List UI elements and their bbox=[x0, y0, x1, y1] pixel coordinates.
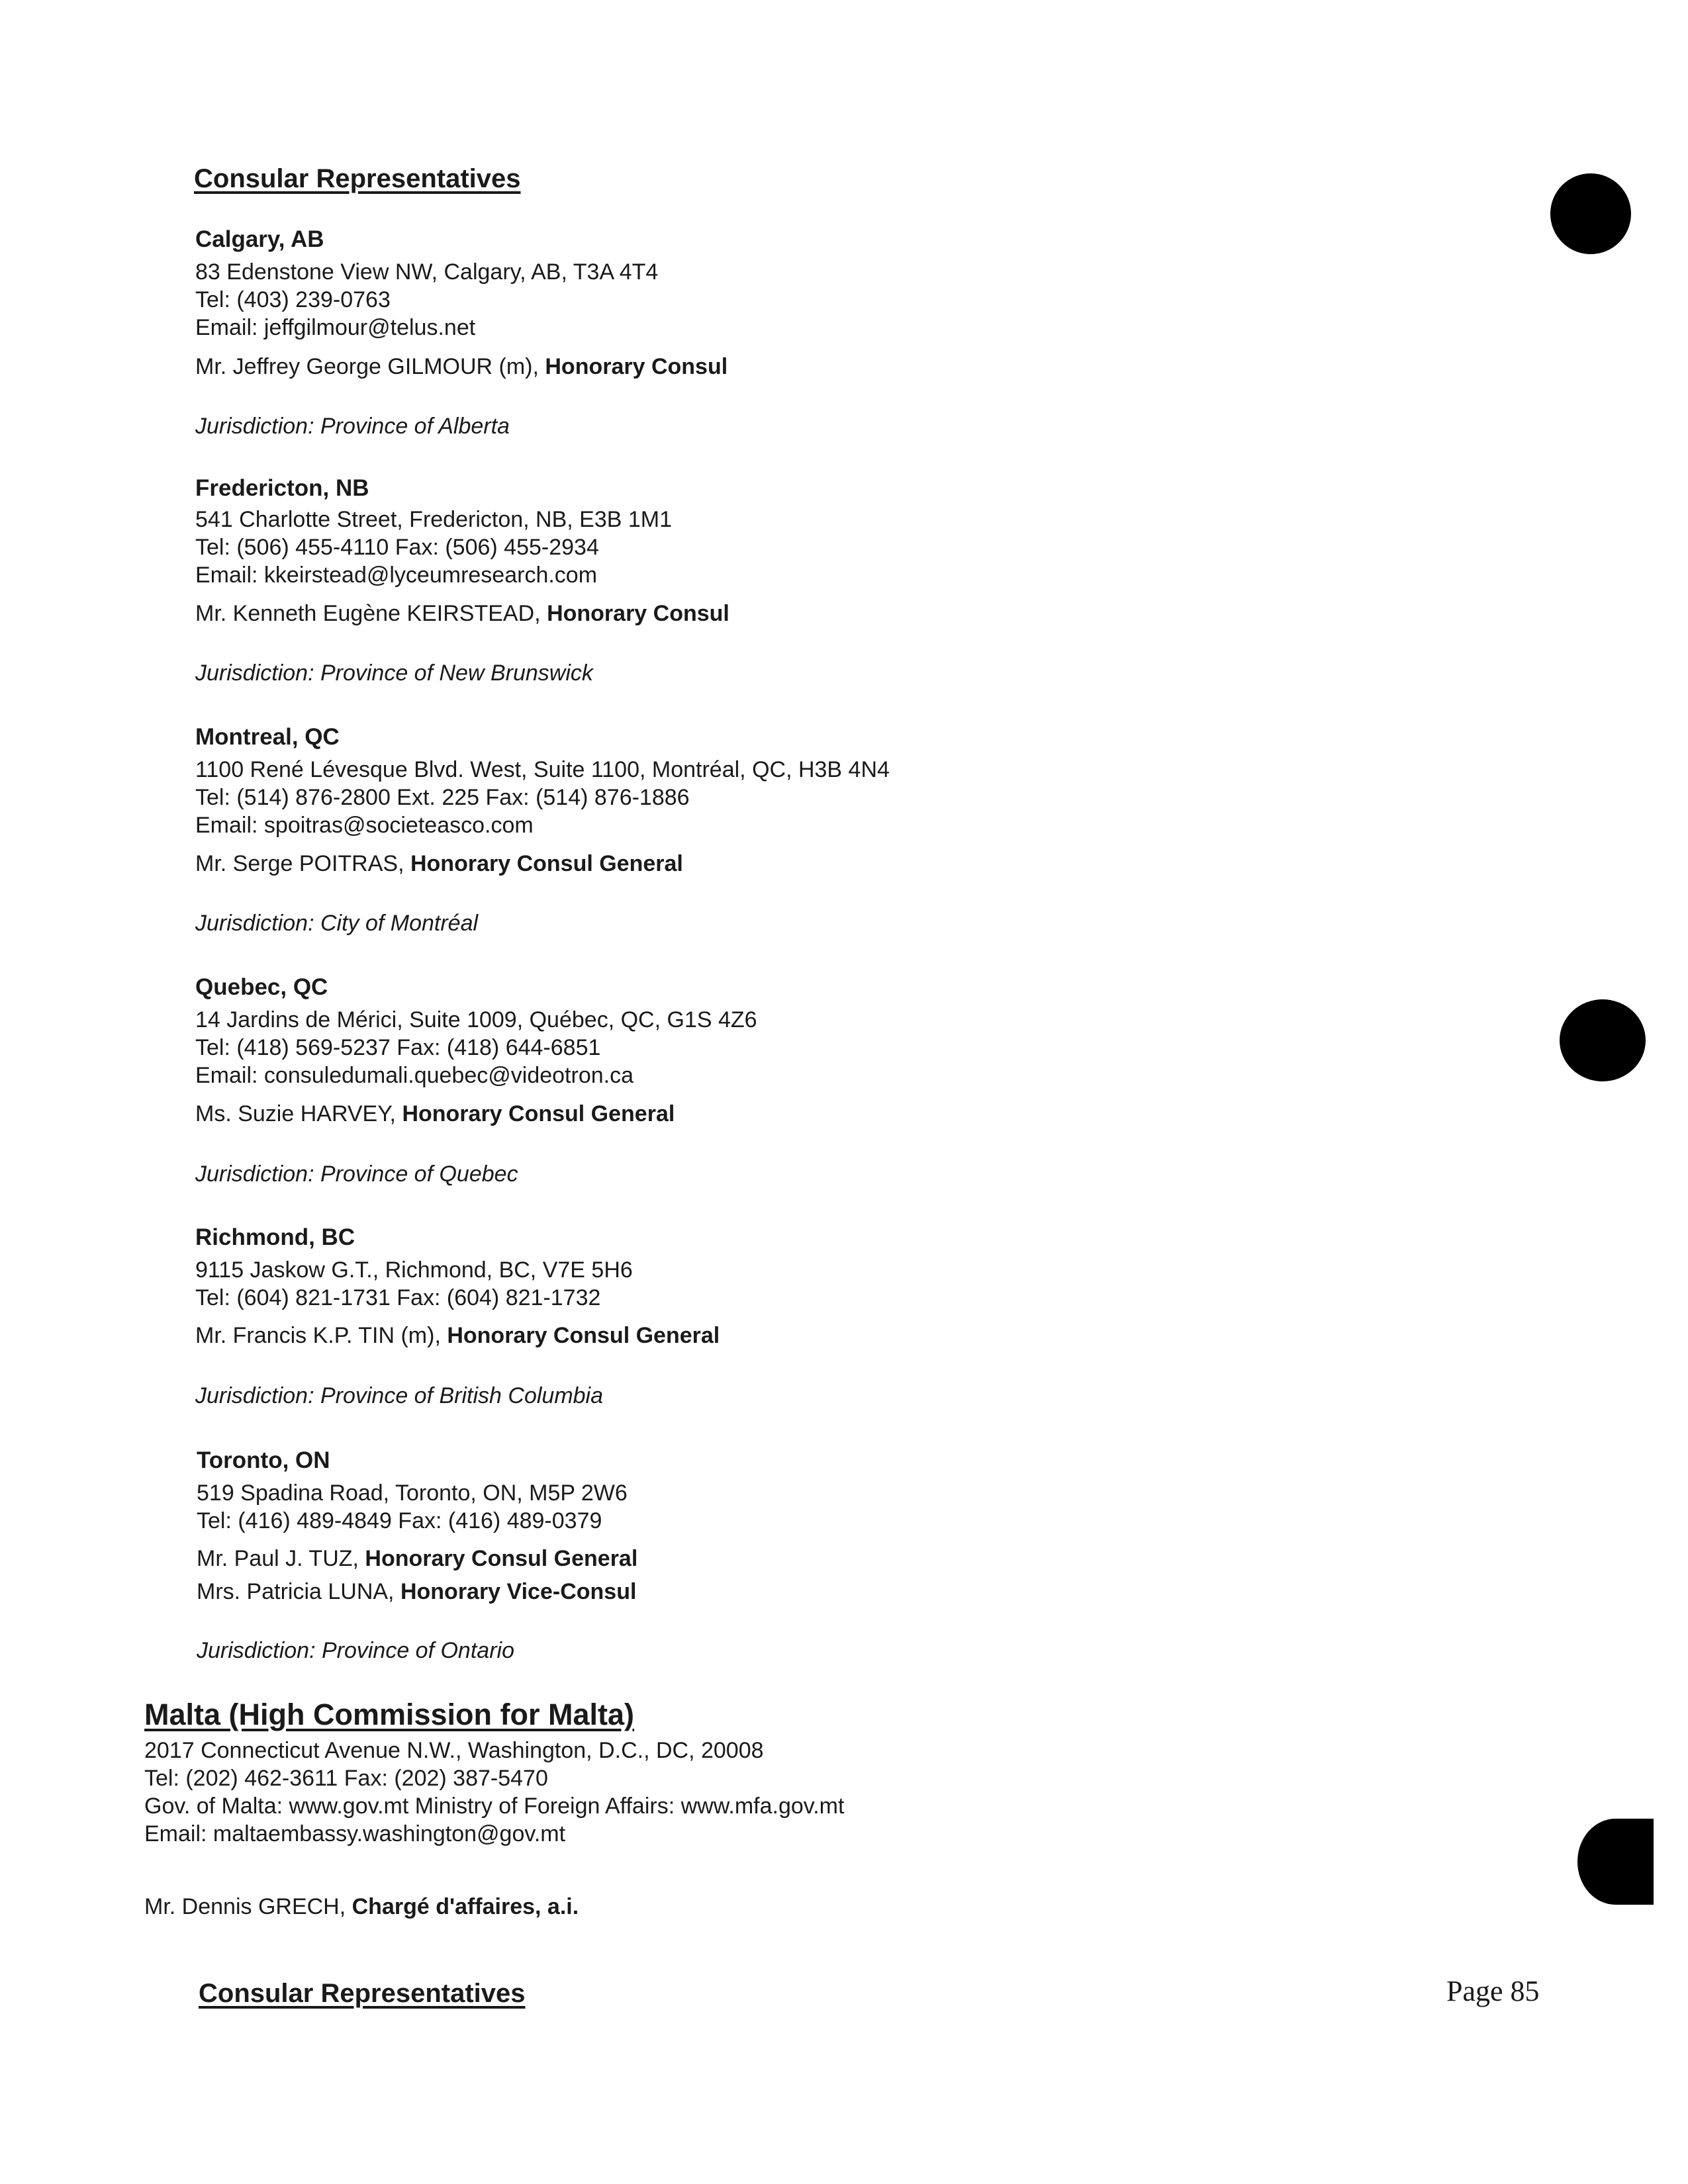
entry-address: 519 Spadina Road, Toronto, ON, M5P 2W6 bbox=[197, 1480, 628, 1506]
person-name: Mr. Serge POITRAS, bbox=[195, 851, 410, 876]
person-title: Chargé d'affaires, a.i. bbox=[352, 1894, 579, 1919]
person-title: Honorary Consul General bbox=[447, 1323, 720, 1348]
person-name: Mrs. Patricia LUNA, bbox=[197, 1579, 400, 1604]
entry-city: Quebec, QC bbox=[195, 974, 328, 1000]
entry-email: Email: jeffgilmour@telus.net bbox=[195, 315, 476, 340]
entry-person bbox=[197, 1578, 636, 1606]
person-name: Mr. Francis K.P. TIN (m), bbox=[195, 1323, 447, 1348]
person-title: Honorary Consul General bbox=[410, 851, 683, 876]
entry-phone: Tel: (416) 489-4849 Fax: (416) 489-0379 bbox=[197, 1508, 602, 1533]
entry-phone: Tel: (604) 821-1731 Fax: (604) 821-1732 bbox=[195, 1285, 601, 1310]
entry-person bbox=[195, 1100, 675, 1128]
entry-person bbox=[197, 1545, 637, 1572]
entry-phone: Tel: (514) 876-2800 Ext. 225 Fax: (514) 876-1886 bbox=[195, 785, 690, 810]
person-title: Honorary Consul General bbox=[402, 1101, 675, 1126]
entry-jurisdiction: Jurisdiction: Province of Ontario bbox=[197, 1638, 514, 1663]
section-heading: Consular Representatives bbox=[199, 1979, 526, 2008]
person-name: Mr. Paul J. TUZ, bbox=[197, 1546, 365, 1571]
person-title: Honorary Consul General bbox=[365, 1546, 638, 1571]
entry-phone: Tel: (418) 569-5237 Fax: (418) 644-6851 bbox=[195, 1035, 601, 1060]
entry-email: Email: kkeirstead@lyceumresearch.com bbox=[195, 563, 598, 588]
entry-email: Email: consuledumali.quebec@videotron.ca bbox=[195, 1063, 633, 1088]
person-title: Honorary Consul bbox=[547, 601, 729, 626]
entry-person bbox=[195, 850, 683, 878]
punch-hole-mark bbox=[1560, 999, 1646, 1081]
person-name: Mr. Jeffrey George GILMOUR (m), bbox=[195, 354, 545, 379]
entry-email: Email: spoitras@societeasco.com bbox=[195, 813, 534, 838]
section-heading: Malta (High Commission for Malta) bbox=[144, 1698, 635, 1731]
mission-websites: Gov. of Malta: www.gov.mt Ministry of Foreign Affairs: www.mfa.gov.mt bbox=[144, 1794, 845, 1819]
mission-person bbox=[144, 1893, 579, 1921]
entry-city: Montreal, QC bbox=[195, 724, 340, 750]
entry-address: 83 Edenstone View NW, Calgary, AB, T3A 4T4 bbox=[195, 259, 659, 285]
entry-city: Richmond, BC bbox=[195, 1224, 355, 1250]
person-title: Honorary Vice-Consul bbox=[400, 1579, 637, 1604]
entry-jurisdiction: Jurisdiction: Province of New Brunswick bbox=[195, 660, 593, 686]
entry-phone: Tel: (506) 455-4110 Fax: (506) 455-2934 bbox=[195, 535, 599, 560]
entry-address: 1100 René Lévesque Blvd. West, Suite 1100, Montréal, QC, H3B 4N4 bbox=[195, 757, 890, 782]
entry-city: Toronto, ON bbox=[197, 1447, 330, 1473]
mission-email: Email: maltaembassy.washington@gov.mt bbox=[144, 1821, 566, 1846]
punch-hole-mark bbox=[1550, 173, 1631, 254]
section-heading: Consular Representatives bbox=[194, 164, 521, 193]
person-title: Honorary Consul bbox=[545, 354, 728, 379]
entry-person bbox=[195, 1322, 720, 1349]
entry-address: 9115 Jaskow G.T., Richmond, BC, V7E 5H6 bbox=[195, 1257, 633, 1283]
entry-address: 14 Jardins de Mérici, Suite 1009, Québec, QC, G1S 4Z6 bbox=[195, 1007, 757, 1032]
entry-person bbox=[195, 600, 729, 627]
entry-jurisdiction: Jurisdiction: City of Montréal bbox=[195, 911, 479, 936]
punch-hole-mark bbox=[1577, 1819, 1654, 1905]
entry-jurisdiction: Jurisdiction: Province of British Columbia bbox=[195, 1383, 604, 1408]
page-number: Page 85 bbox=[1446, 1975, 1540, 2007]
person-name: Ms. Suzie HARVEY, bbox=[195, 1101, 402, 1126]
person-name: Mr. Kenneth Eugène KEIRSTEAD, bbox=[195, 601, 547, 626]
entry-jurisdiction: Jurisdiction: Province of Quebec bbox=[195, 1161, 518, 1187]
entry-address: 541 Charlotte Street, Fredericton, NB, E3B 1M1 bbox=[195, 507, 673, 532]
mission-address: 2017 Connecticut Avenue N.W., Washington, D.C., DC, 20008 bbox=[144, 1738, 764, 1763]
entry-phone: Tel: (403) 239-0763 bbox=[195, 287, 391, 312]
mission-phone: Tel: (202) 462-3611 Fax: (202) 387-5470 bbox=[144, 1766, 548, 1791]
entry-city: Fredericton, NB bbox=[195, 475, 369, 501]
entry-city: Calgary, AB bbox=[195, 226, 324, 252]
person-name: Mr. Dennis GRECH, bbox=[144, 1894, 352, 1919]
entry-person bbox=[195, 353, 727, 381]
entry-jurisdiction: Jurisdiction: Province of Alberta bbox=[195, 414, 510, 439]
